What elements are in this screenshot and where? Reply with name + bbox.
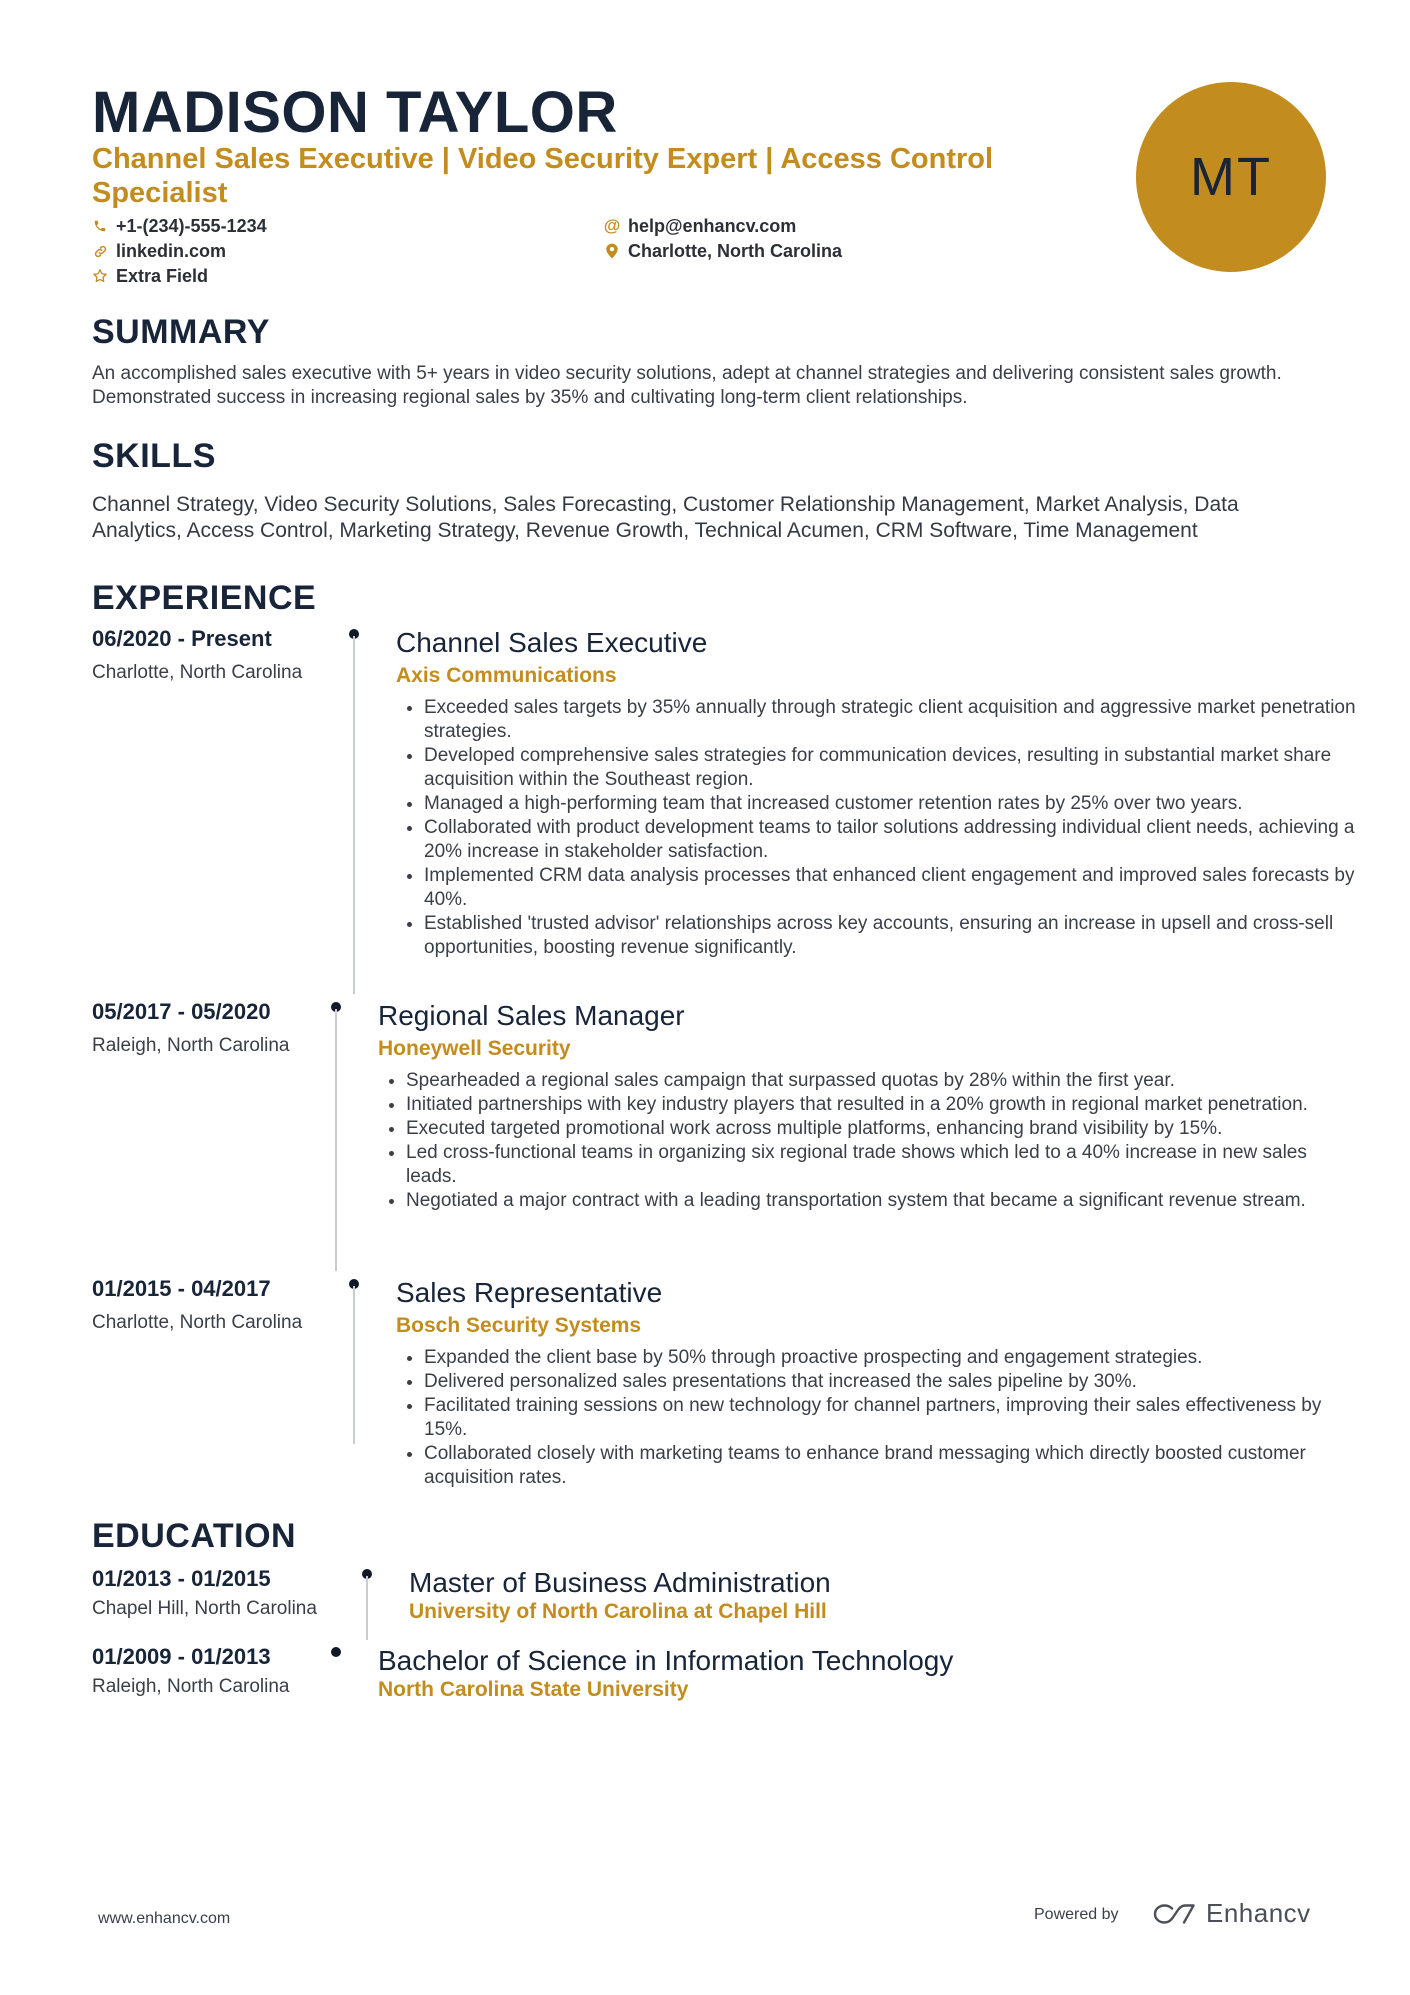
experience-title: EXPERIENCE <box>92 579 317 617</box>
link-icon <box>92 243 108 259</box>
linkedin-text: linkedin.com <box>116 241 227 261</box>
entry-bullets <box>396 1346 1366 1490</box>
bullet-item: • Expanded the client base by 50% through proactive prospecting and engagement strategies. <box>424 1346 1366 1370</box>
avatar <box>1136 82 1326 272</box>
education-school: North Carolina State University <box>378 1678 689 1701</box>
education-degree: Master of Business Administration <box>409 1567 831 1598</box>
contact-extra <box>92 264 208 288</box>
footer-website-link[interactable]: www.enhancv.com <box>98 1910 231 1927</box>
at-sign-icon: @ <box>603 216 621 235</box>
timeline-line <box>335 1009 337 1271</box>
powered-by-label: Powered by <box>1034 1906 1119 1923</box>
avatar-initials: MT <box>1190 147 1272 207</box>
summary-text: An accomplished sales executive with 5+ years in video security solutions, adept at channel strategies and delivering consistent sales growth. Demonstrated success in increasing regional sales by 35% and cultivating long-term client relationships. <box>92 363 1282 408</box>
email-text: help@enhancv.com <box>628 216 797 236</box>
enhancv-logo[interactable] <box>1152 1898 1311 1929</box>
entry-dates: 05/2017 - 05/2020 <box>92 999 271 1024</box>
bullet-item: • Managed a high-performing team that increased customer retention rates by 25% over two years. <box>424 792 1366 816</box>
education-degree: Bachelor of Science in Information Technology <box>378 1645 954 1676</box>
timeline-line <box>353 636 355 994</box>
entry-dates: 01/2013 - 01/2015 <box>92 1566 271 1591</box>
extra-field-text: Extra Field <box>116 266 209 286</box>
entry-location: Chapel Hill, North Carolina <box>92 1598 317 1619</box>
candidate-headline: Channel Sales Executive | Video Security Expert | Access Control Specialist <box>92 143 994 209</box>
location-text: Charlotte, North Carolina <box>628 241 843 261</box>
bullet-item: • Established 'trusted advisor' relationships across key accounts, ensuring an increase in upsell and cross-sell opportunities, boosting revenue significantly. <box>424 912 1366 960</box>
bullet-item: • Initiated partnerships with key industry players that resulted in a 20% growth in regional market penetration. <box>406 1093 1354 1117</box>
contact-location <box>604 239 842 263</box>
phone-icon <box>92 218 108 234</box>
entry-dates: 06/2020 - Present <box>92 626 272 651</box>
bullet-item: • Implemented CRM data analysis processes that enhanced client engagement and improved sales forecasts by 40%. <box>424 864 1366 912</box>
bullet-item: • Spearheaded a regional sales campaign that surpassed quotas by 28% within the first year. <box>406 1069 1354 1093</box>
bullet-item: • Exceeded sales targets by 35% annually through strategic client acquisition and aggressive market penetration strategies. <box>424 696 1366 744</box>
star-icon <box>92 268 108 284</box>
entry-role: Regional Sales Manager <box>378 1000 685 1031</box>
entry-location: Raleigh, North Carolina <box>92 1676 290 1697</box>
contact-email[interactable] <box>604 214 796 238</box>
education-school: University of North Carolina at Chapel Hill <box>409 1600 827 1623</box>
entry-bullets <box>396 696 1366 960</box>
timeline-dot <box>331 1647 341 1657</box>
bullet-item: • Collaborated with product development teams to tailor solutions addressing individual client needs, achieving a 20% increase in stakeholder satisfaction. <box>424 816 1366 864</box>
entry-role: Channel Sales Executive <box>396 627 708 658</box>
bullet-item: • Collaborated closely with marketing teams to enhance brand messaging which directly boosted customer acquisition rates. <box>424 1442 1366 1490</box>
entry-location: Charlotte, North Carolina <box>92 1312 303 1333</box>
skills-title: SKILLS <box>92 437 216 475</box>
timeline-line <box>366 1576 368 1640</box>
phone-text: +1-(234)-555-1234 <box>116 216 267 236</box>
entry-company: Bosch Security Systems <box>396 1314 642 1337</box>
contact-phone[interactable] <box>92 214 267 238</box>
bullet-item: • Executed targeted promotional work across multiple platforms, enhancing brand visibility by 15%. <box>406 1117 1354 1141</box>
enhancv-logo-icon <box>1152 1902 1198 1926</box>
contact-linkedin[interactable] <box>92 239 226 263</box>
skills-text: Channel Strategy, Video Security Solutions, Sales Forecasting, Customer Relationship Management, Market Analysis, Data Analytics, Access Control, Marketing Strategy, Revenue Growth, Technical Acumen, CRM Software, Time Management <box>92 493 1239 542</box>
brand-name: Enhancv <box>1206 1898 1311 1928</box>
entry-company: Honeywell Security <box>378 1037 571 1060</box>
summary-title: SUMMARY <box>92 313 270 351</box>
location-pin-icon <box>604 243 620 259</box>
entry-dates: 01/2009 - 01/2013 <box>92 1644 271 1669</box>
bullet-item: • Negotiated a major contract with a leading transportation system that became a significant revenue stream. <box>406 1189 1354 1213</box>
entry-role: Sales Representative <box>396 1277 663 1308</box>
candidate-name: MADISON TAYLOR <box>92 80 618 145</box>
bullet-item: • Facilitated training sessions on new technology for channel partners, improving their sales effectiveness by 15%. <box>424 1394 1366 1442</box>
entry-bullets <box>378 1069 1354 1213</box>
bullet-item: • Developed comprehensive sales strategies for communication devices, resulting in substantial market share acquisition within the Southeast region. <box>424 744 1366 792</box>
bullet-item: • Led cross-functional teams in organizing six regional trade shows which led to a 40% increase in new sales leads. <box>406 1141 1354 1189</box>
entry-location: Charlotte, North Carolina <box>92 662 303 683</box>
timeline-line <box>353 1286 355 1444</box>
entry-dates: 01/2015 - 04/2017 <box>92 1276 271 1301</box>
bullet-item: • Delivered personalized sales presentations that increased the sales pipeline by 30%. <box>424 1370 1366 1394</box>
education-title: EDUCATION <box>92 1517 297 1555</box>
entry-company: Axis Communications <box>396 664 617 687</box>
entry-location: Raleigh, North Carolina <box>92 1035 290 1056</box>
